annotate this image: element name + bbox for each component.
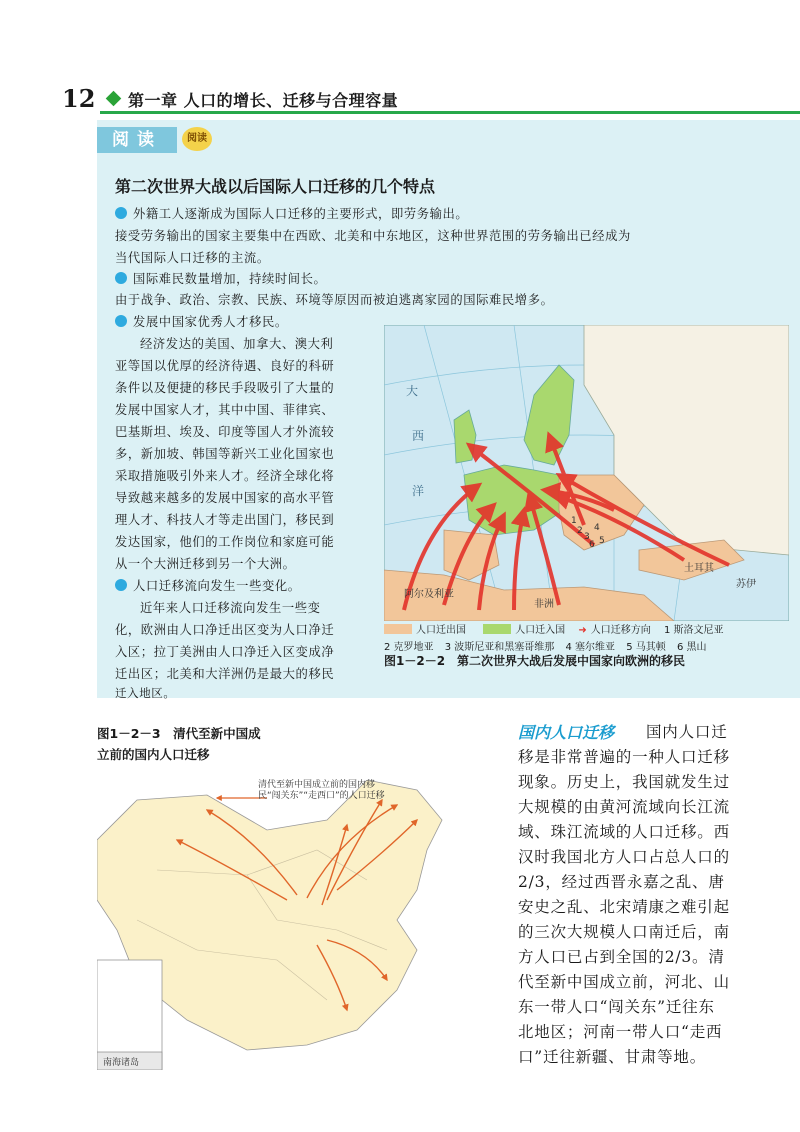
bullet-icon: [115, 272, 127, 284]
reading-line: 由于战争、政治、宗教、民族、环境等原因而被迫逃离家园的国际难民增多。: [115, 293, 554, 307]
body-line: 安史之乱、北宋靖康之难引起: [518, 898, 730, 916]
header-rule: [100, 111, 800, 114]
page-number: 12: [62, 84, 96, 113]
reading-line: 发达国家，他们的工作岗位和家庭可能: [115, 535, 335, 549]
section-title: 国内人口迁移: [518, 723, 615, 742]
body-line: 北地区；河南一带人口“走西: [518, 1023, 723, 1041]
reading-line: 经济发达的美国、加拿大、澳大利: [140, 337, 334, 351]
reading-line: 亚等国以优厚的经济待遇、良好的科研: [115, 359, 335, 373]
bullet-icon: [115, 315, 127, 327]
body-line: 移是非常普遍的一种人口迁移: [518, 748, 730, 766]
china-migration-map: [97, 780, 487, 1070]
reading-line: 条件以及便捷的移民手段吸引了大量的: [115, 381, 335, 395]
europe-map-legend: 人口迁出国 人口迁入国 ➜ 人口迁移方向 1 斯洛文尼亚 2 克罗地亚 3 波斯尼亚和黑塞哥维那 4 塞尔维亚 5 马其顿 6 黑山: [384, 625, 724, 653]
reading-line: 导致越来越多的发展中国家的高水平管: [115, 491, 335, 505]
reading-title: 第二次世界大战以后国际人口迁移的几个特点: [115, 177, 436, 196]
map-label: 大: [406, 384, 419, 398]
reading-line: 当代国际人口迁移的主流。: [115, 251, 270, 265]
map-label: 洋: [412, 484, 425, 498]
reading-line: 国际难民数量增加，持续时间长。: [115, 269, 326, 291]
body-line: 的三次大规模人口南迁后，南: [518, 923, 730, 941]
bullet-icon: [115, 579, 127, 591]
reading-line: 迁出区；北美和大洋洲仍是最大的移民: [115, 667, 335, 681]
body-line: 国内人口迁: [646, 723, 728, 741]
map-number-label: 4: [594, 523, 600, 533]
figure-caption: 图1－2－2 第二次世界大战后发展中国家向欧洲的移民: [384, 654, 686, 668]
body-line: 大规模的由黄河流域向长江流: [518, 798, 730, 816]
reading-line: 入区；拉丁美洲由人口净迁入区变成净: [115, 645, 335, 659]
inset-label: 南海诸岛: [103, 1058, 140, 1068]
body-line: 代至新中国成立前，河北、山: [518, 973, 730, 991]
map-number-label: 1: [571, 516, 577, 526]
arrow-icon: ➜: [578, 625, 587, 636]
body-line: 汉时我国北方人口占总人口的: [518, 848, 730, 866]
reading-badge-icon: 阅读: [182, 127, 212, 151]
reading-line: 多，新加坡、韩国等新兴工业化国家也: [115, 447, 335, 461]
reading-line: 巴基斯坦、埃及、印度等国人才外流较: [115, 425, 335, 439]
body-line: 东一带人口“闯关东”迁往东: [518, 998, 715, 1016]
map-label: 西: [412, 429, 425, 443]
bullet-icon: [115, 207, 127, 219]
map-label: 土耳其: [684, 563, 714, 574]
reading-line: 迁入地区。: [115, 686, 176, 700]
body-line: 域、珠江流域的人口迁移。西: [518, 823, 730, 841]
body-line: 2/3，经过西晋永嘉之乱、唐: [518, 873, 725, 891]
reading-tab: 阅读: [97, 127, 177, 153]
body-line: 口”迁往新疆、甘肃等地。: [518, 1048, 707, 1066]
chapter-title: 第一章 人口的增长、迁移与合理容量: [128, 91, 399, 110]
figure-caption: 图1－2－3 清代至新中国成立前的国内人口迁移: [97, 726, 261, 762]
map-label: 非洲: [534, 599, 554, 610]
map-label: 苏伊: [736, 579, 756, 590]
reading-line: 从一个大洲迁移到另一个大洲。: [115, 557, 296, 571]
map-label: 阿尔及利亚: [404, 589, 454, 600]
map-number-label: 6: [589, 540, 595, 550]
reading-line: 采取措施吸引外来人才。经济全球化将: [115, 469, 335, 483]
legend-swatch-in: [483, 624, 511, 634]
reading-line: 近年来人口迁移流向发生一些变: [140, 601, 321, 615]
body-line: 现象。历史上，我国就发生过: [518, 773, 730, 791]
reading-line: 外籍工人逐渐成为国际人口迁移的主要形式，即劳务输出。: [115, 204, 468, 226]
body-line: 方人口已占到全国的2/3。清: [518, 948, 725, 966]
reading-line: 化，欧洲由人口净迁出区变为人口净迁: [115, 623, 335, 637]
reading-line: 发展中国家优秀人才移民。: [115, 312, 288, 334]
reading-line: 接受劳务输出的国家主要集中在西欧、北美和中东地区，这种世界范围的劳务输出已经成为: [115, 229, 631, 243]
reading-line: 人口迁移流向发生一些变化。: [115, 576, 301, 598]
europe-migration-map: [384, 325, 789, 621]
china-map-legend: 清代至新中国成立前的国内移民“闯关东”“走西口”的人口迁移: [258, 780, 385, 801]
diamond-icon: [106, 91, 122, 107]
reading-line: 发展中国家人才，其中中国、菲律宾、: [115, 403, 335, 417]
map-number-label: 2: [577, 526, 583, 536]
reading-line: 理人才、科技人才等走出国门，移民到: [115, 513, 335, 527]
legend-swatch-out: [384, 624, 412, 634]
map-number-label: 5: [599, 536, 605, 546]
map-number-label: 3: [584, 532, 590, 542]
